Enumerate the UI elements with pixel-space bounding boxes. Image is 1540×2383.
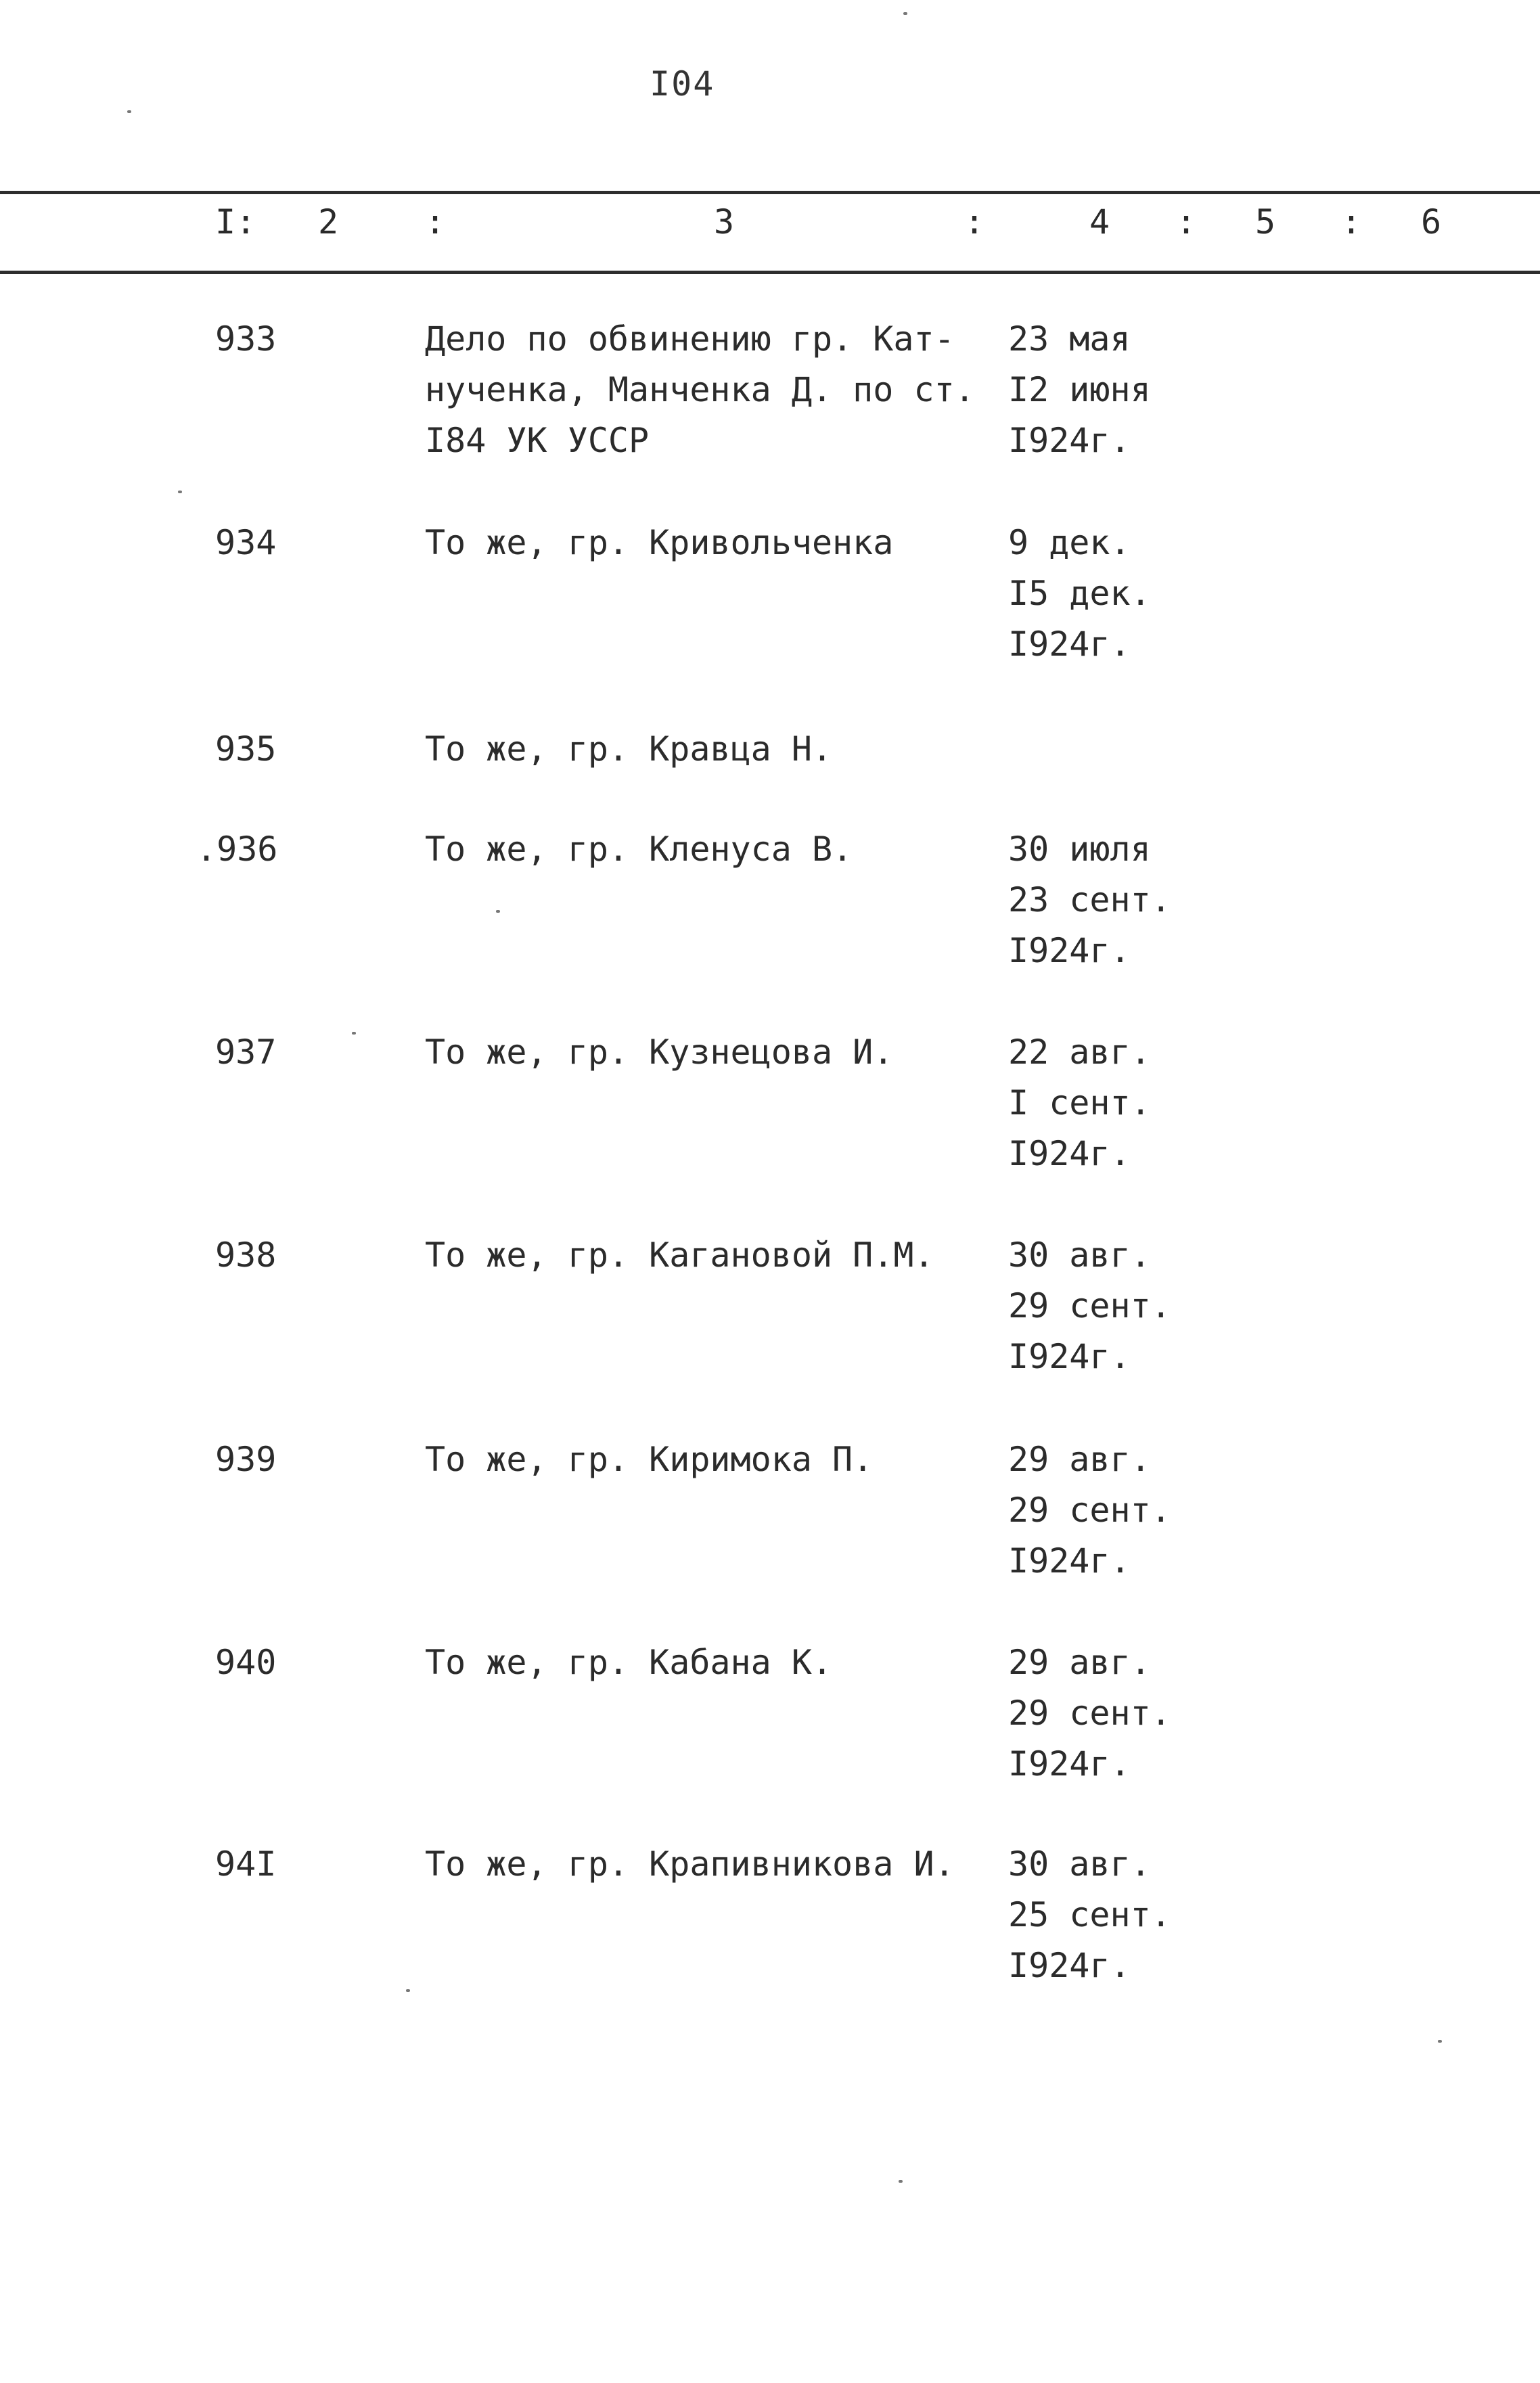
description-line: нученка, Манченка Д. по ст. bbox=[425, 370, 975, 409]
end-date: I2 июня bbox=[1008, 370, 1151, 409]
description-line: То же, гр. Кравца Н. bbox=[425, 729, 833, 769]
entry-description bbox=[425, 1027, 987, 1078]
scan-speck bbox=[903, 12, 907, 15]
table-top-rule bbox=[0, 191, 1540, 194]
entry-dates bbox=[1008, 1839, 1211, 1991]
year: I924г. bbox=[1008, 931, 1131, 970]
entry-number: .936 bbox=[196, 830, 278, 869]
description-line: Дело по обвинению гр. Кат- bbox=[425, 319, 955, 359]
start-date: 30 авг. bbox=[1008, 1844, 1151, 1884]
end-date: I сент. bbox=[1008, 1083, 1151, 1122]
entry-number: 938 bbox=[215, 1235, 277, 1275]
start-date: 29 авг. bbox=[1008, 1643, 1151, 1682]
end-date: 23 сент. bbox=[1008, 880, 1171, 920]
scan-speck bbox=[352, 1032, 356, 1035]
entry-number: 939 bbox=[215, 1440, 277, 1479]
year: I924г. bbox=[1008, 1134, 1131, 1173]
entry-number: 937 bbox=[215, 1032, 277, 1072]
scan-speck bbox=[496, 910, 500, 913]
page-number: I04 bbox=[650, 64, 715, 104]
scan-speck bbox=[1438, 2040, 1442, 2043]
header-separator: : bbox=[1176, 202, 1197, 242]
description-line: То же, гр. Кузнецова И. bbox=[425, 1032, 894, 1072]
start-date: 30 июля bbox=[1008, 830, 1151, 869]
entry-number: 934 bbox=[215, 523, 277, 562]
header-separator: : bbox=[1341, 202, 1362, 242]
entry-dates bbox=[1008, 518, 1211, 670]
start-date: 29 авг. bbox=[1008, 1440, 1151, 1479]
year: I924г. bbox=[1008, 1946, 1131, 1985]
entry-description bbox=[425, 824, 987, 875]
header-column-1: I: bbox=[215, 202, 256, 242]
description-line: То же, гр. Кривольченка bbox=[425, 523, 894, 562]
entry-number: 933 bbox=[215, 319, 277, 359]
entry-number: 94I bbox=[215, 1844, 277, 1884]
year: I924г. bbox=[1008, 1337, 1131, 1376]
end-date: I5 дек. bbox=[1008, 574, 1151, 613]
header-separator: : bbox=[425, 202, 446, 242]
header-column-2: 2 bbox=[318, 202, 339, 242]
entry-dates bbox=[1008, 314, 1211, 466]
entry-dates bbox=[1008, 1637, 1211, 1790]
entry-dates bbox=[1008, 824, 1211, 976]
description-line: То же, гр. Кагановой П.М. bbox=[425, 1235, 934, 1275]
header-column-3: 3 bbox=[714, 202, 735, 242]
start-date: 23 мая bbox=[1008, 319, 1131, 359]
entry-dates bbox=[1008, 1434, 1211, 1587]
entry-number: 935 bbox=[215, 729, 277, 769]
description-line: То же, гр. Киримока П. bbox=[425, 1440, 874, 1479]
scan-speck bbox=[127, 110, 131, 113]
entry-description bbox=[425, 1637, 987, 1688]
start-date: 30 авг. bbox=[1008, 1235, 1151, 1275]
entry-description bbox=[425, 1434, 987, 1485]
entry-number: 940 bbox=[215, 1643, 277, 1682]
year: I924г. bbox=[1008, 625, 1131, 664]
scan-speck bbox=[406, 1989, 410, 1992]
entry-description bbox=[425, 1839, 987, 1890]
header-column-5: 5 bbox=[1255, 202, 1276, 242]
entry-dates bbox=[1008, 1027, 1211, 1179]
description-line: То же, гр. Кленуса В. bbox=[425, 830, 853, 869]
entry-description bbox=[425, 1230, 987, 1281]
header-separator: : bbox=[964, 202, 985, 242]
entry-description bbox=[425, 314, 987, 466]
end-date: 29 сент. bbox=[1008, 1491, 1171, 1530]
scan-speck bbox=[178, 491, 182, 493]
entry-dates bbox=[1008, 1230, 1211, 1382]
description-line: I84 УК УССР bbox=[425, 421, 650, 460]
end-date: 29 сент. bbox=[1008, 1694, 1171, 1733]
year: I924г. bbox=[1008, 421, 1131, 460]
header-column-6: 6 bbox=[1421, 202, 1442, 242]
entry-description bbox=[425, 518, 987, 568]
scan-speck bbox=[899, 2180, 903, 2183]
start-date: 22 авг. bbox=[1008, 1032, 1151, 1072]
start-date: 9 дек. bbox=[1008, 523, 1131, 562]
description-line: То же, гр. Крапивникова И. bbox=[425, 1844, 955, 1884]
end-date: 29 сент. bbox=[1008, 1286, 1171, 1325]
entry-description bbox=[425, 724, 987, 775]
header-column-4: 4 bbox=[1089, 202, 1110, 242]
table-header-rule bbox=[0, 271, 1540, 274]
description-line: То же, гр. Кабана К. bbox=[425, 1643, 833, 1682]
year: I924г. bbox=[1008, 1744, 1131, 1784]
end-date: 25 сент. bbox=[1008, 1895, 1171, 1934]
year: I924г. bbox=[1008, 1541, 1131, 1581]
